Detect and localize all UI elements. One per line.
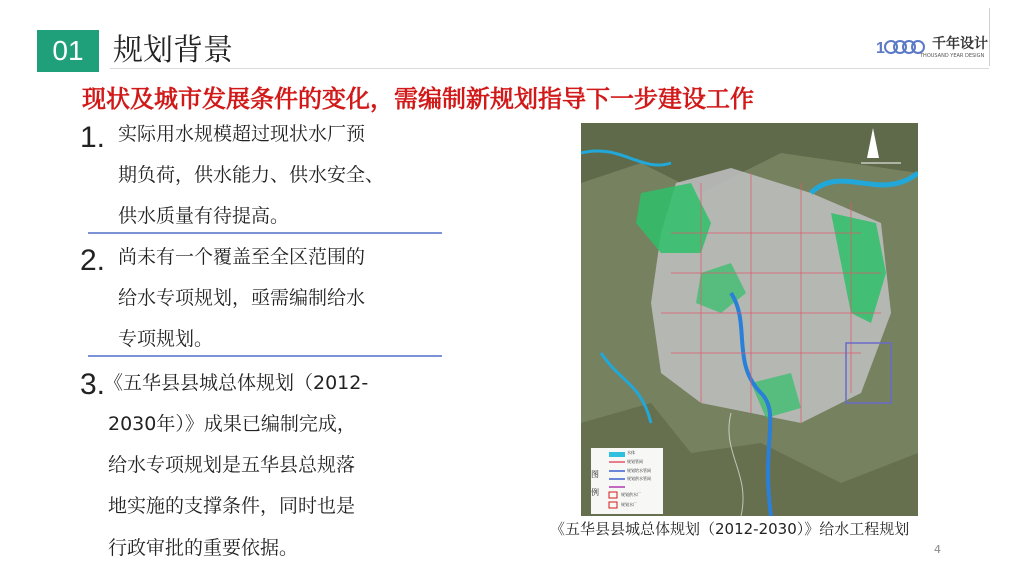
point-number-2: 2.: [80, 244, 106, 277]
point-2-line-2: 给水专项规划，亟需编制给水: [118, 287, 366, 309]
point-separator: [88, 355, 442, 357]
map-legend-item: 规划管网: [627, 459, 643, 464]
company-logo: [876, 36, 988, 60]
point-separator: [88, 232, 442, 234]
point-number-3: 3.: [80, 368, 106, 401]
page-title: 规划背景: [113, 33, 233, 68]
point-1-line-2: 期负荷，供水能力、供水安全、: [118, 164, 385, 186]
map-caption: 《五华县县城总体规划（2012-2030）》给水工程规划: [550, 520, 910, 538]
point-3-line-1: 《五华县县城总体规划（2012-: [104, 372, 369, 394]
point-number-1: 1.: [80, 121, 106, 154]
point-2-line-3: 专项规划。: [118, 328, 214, 350]
point-3-line-4: 地实施的支撑条件，同时也是: [108, 495, 356, 517]
svg-text:1: 1: [876, 40, 885, 57]
point-1-line-1: 实际用水规模超过现状水厂预: [118, 123, 366, 145]
header-divider: [110, 68, 989, 69]
point-3-line-5: 行政审批的重要依据。: [108, 537, 299, 559]
map-legend-item: 规划供水厂: [621, 492, 641, 497]
point-2-line-1: 尚未有一个覆盖至全区范围的: [118, 246, 366, 268]
logo-subtext: THOUSAND YEAR DESIGN: [920, 53, 985, 59]
section-number-badge: 01: [37, 30, 99, 72]
map-legend-label: 图 例: [591, 470, 599, 497]
logo-text: 千年设计: [932, 36, 988, 52]
map-legend-item: 规划水厂: [621, 502, 637, 507]
map-legend-item: 规划给水管网: [627, 468, 651, 473]
point-3-line-2: 2030年）》成果已编制完成，: [108, 413, 356, 435]
map-legend-item: 水体: [627, 450, 635, 455]
point-3-line-3: 给水专项规划是五华县总规落: [108, 454, 356, 476]
page-number: 4: [934, 543, 941, 556]
map-image: [581, 123, 918, 516]
point-1-line-3: 供水质量有待提高。: [118, 205, 290, 227]
slide-subtitle: 现状及城市发展条件的变化，需编制新规划指导下一步建设工作: [82, 85, 754, 113]
header-divider-vertical: [989, 8, 990, 66]
map-legend-item: 规划供水管网: [627, 476, 651, 481]
water-supply-plan-map: [581, 123, 918, 516]
